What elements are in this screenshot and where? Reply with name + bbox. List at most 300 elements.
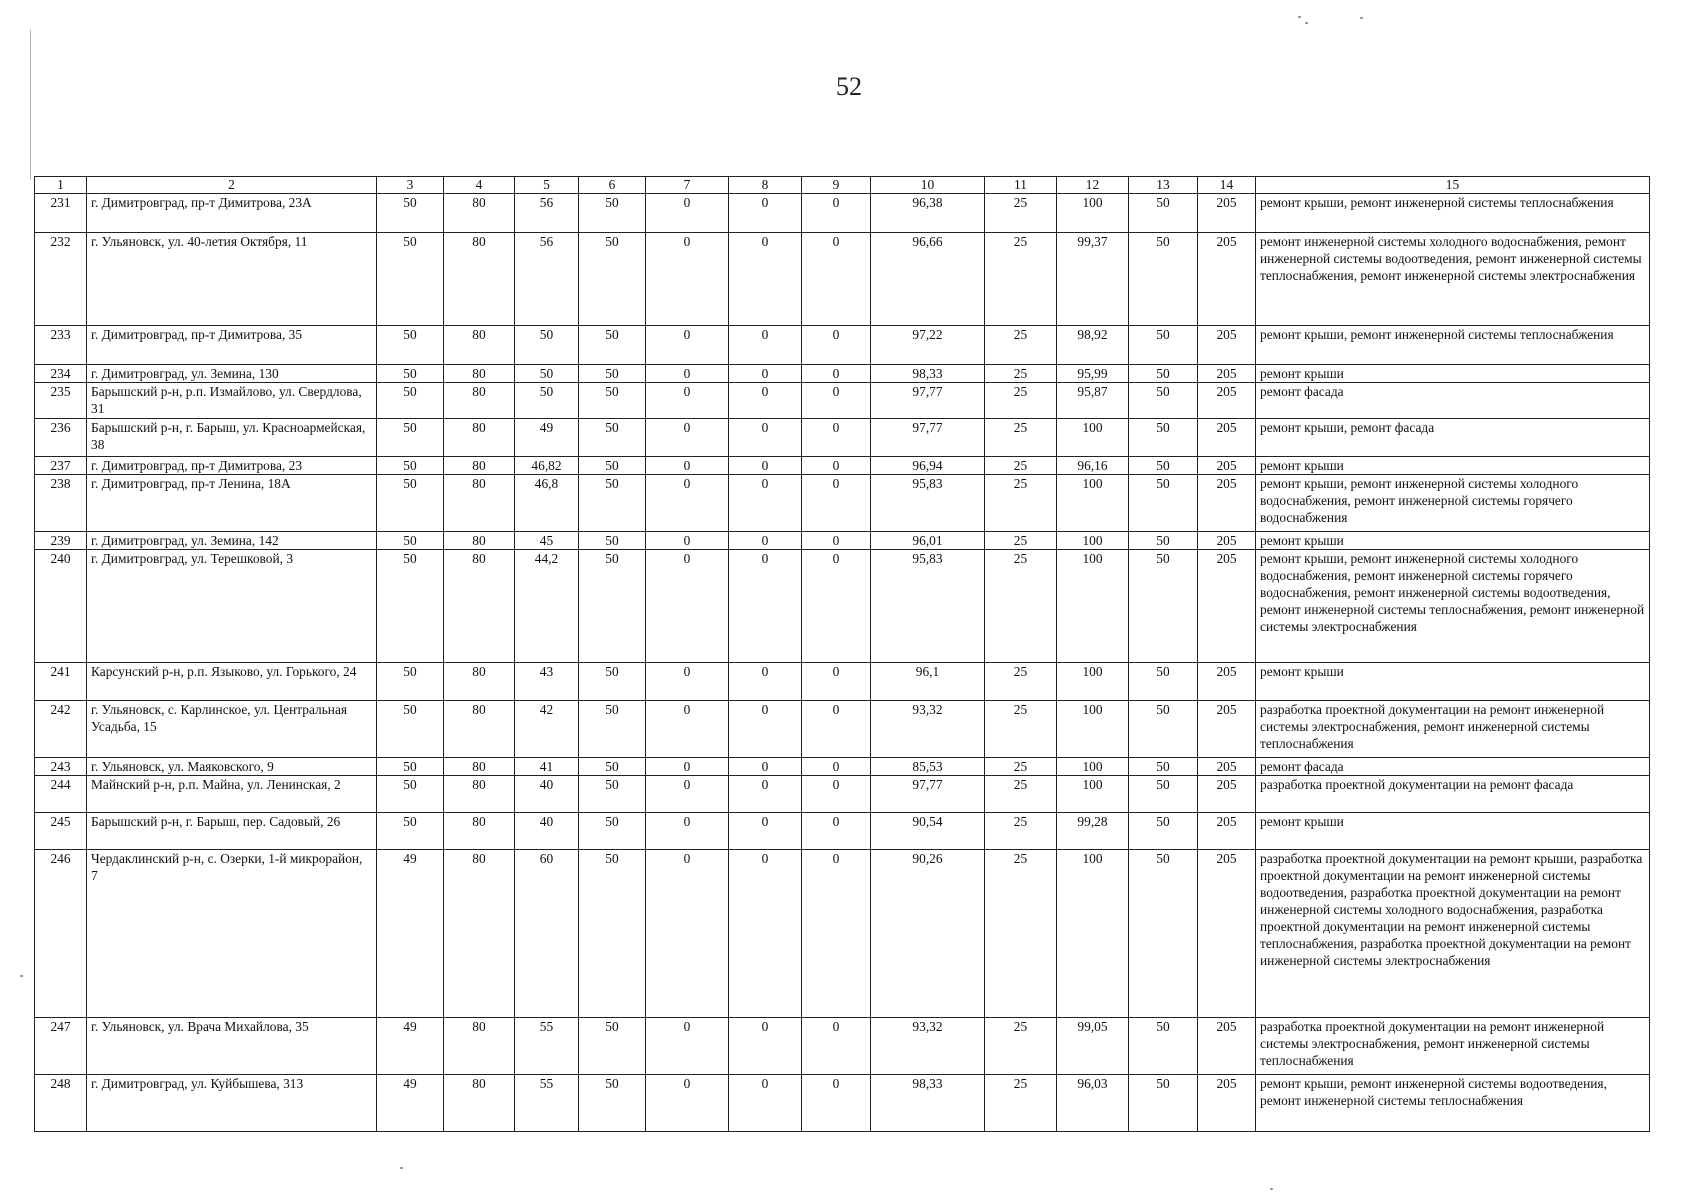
value-cell-c4: 80 (444, 701, 515, 758)
value-cell-c13: 50 (1129, 233, 1198, 326)
scan-speck (1298, 16, 1301, 18)
value-cell-c6: 50 (579, 776, 646, 813)
address-cell: Карсунский р-н, р.п. Языково, ул. Горького, 24 (87, 663, 377, 701)
value-cell-c7: 0 (646, 475, 729, 532)
table-row (35, 365, 1650, 383)
value-cell-c6: 50 (579, 365, 646, 383)
value-cell-c11: 25 (985, 194, 1057, 233)
value-cell-c10: 90,26 (871, 850, 985, 1018)
value-cell-c7: 0 (646, 1075, 729, 1132)
scan-speck (1270, 1188, 1273, 1190)
value-cell-c7: 0 (646, 365, 729, 383)
value-cell-c6: 50 (579, 1018, 646, 1075)
value-cell-c6: 50 (579, 194, 646, 233)
value-cell-c7: 0 (646, 776, 729, 813)
works-cell: ремонт крыши (1256, 532, 1650, 550)
value-cell-c12: 100 (1057, 475, 1129, 532)
value-cell-c9: 0 (802, 663, 871, 701)
column-number: 7 (646, 177, 729, 194)
value-cell-c8: 0 (729, 457, 802, 475)
works-cell: разработка проектной документации на ремонт инженерной системы электроснабжения, ремонт инженерной системы теплоснабжения (1256, 701, 1650, 758)
value-cell-c10: 98,33 (871, 1075, 985, 1132)
value-cell-c4: 80 (444, 419, 515, 457)
value-cell-c9: 0 (802, 550, 871, 663)
value-cell-c12: 96,16 (1057, 457, 1129, 475)
value-cell-c7: 0 (646, 758, 729, 776)
value-cell-c14: 205 (1198, 326, 1256, 365)
value-cell-c3: 50 (377, 383, 444, 419)
value-cell-c4: 80 (444, 758, 515, 776)
value-cell-c3: 50 (377, 813, 444, 850)
row-number-cell: 234 (35, 365, 87, 383)
value-cell-c7: 0 (646, 233, 729, 326)
value-cell-c4: 80 (444, 1075, 515, 1132)
value-cell-c7: 0 (646, 701, 729, 758)
row-number-cell: 235 (35, 383, 87, 419)
value-cell-c10: 97,77 (871, 383, 985, 419)
value-cell-c3: 50 (377, 550, 444, 663)
row-number-cell: 243 (35, 758, 87, 776)
value-cell-c9: 0 (802, 383, 871, 419)
value-cell-c5: 40 (515, 813, 579, 850)
value-cell-c8: 0 (729, 550, 802, 663)
value-cell-c8: 0 (729, 1018, 802, 1075)
works-cell: разработка проектной документации на ремонт крыши, разработка проектной документации на ремонт инженерной системы водоотведения, разработка проектной документации на ремонт инженерной системы холодного водоснабжения, разработка проектной документации на ремонт инженерной системы теплоснабжения, разработка проектной документации на ремонт инженерной системы электроснабжения (1256, 850, 1650, 1018)
value-cell-c10: 96,94 (871, 457, 985, 475)
value-cell-c14: 205 (1198, 194, 1256, 233)
left-margin-rule (30, 30, 31, 180)
table-row (35, 758, 1650, 776)
value-cell-c5: 56 (515, 233, 579, 326)
value-cell-c11: 25 (985, 233, 1057, 326)
column-number: 12 (1057, 177, 1129, 194)
column-number: 6 (579, 177, 646, 194)
value-cell-c4: 80 (444, 550, 515, 663)
value-cell-c7: 0 (646, 850, 729, 1018)
value-cell-c9: 0 (802, 326, 871, 365)
value-cell-c13: 50 (1129, 850, 1198, 1018)
value-cell-c11: 25 (985, 850, 1057, 1018)
value-cell-c6: 50 (579, 550, 646, 663)
value-cell-c11: 25 (985, 457, 1057, 475)
scan-speck (400, 1167, 403, 1169)
value-cell-c4: 80 (444, 663, 515, 701)
value-cell-c11: 25 (985, 776, 1057, 813)
value-cell-c3: 49 (377, 1018, 444, 1075)
value-cell-c7: 0 (646, 457, 729, 475)
value-cell-c9: 0 (802, 776, 871, 813)
works-cell: ремонт крыши, ремонт инженерной системы теплоснабжения (1256, 326, 1650, 365)
value-cell-c11: 25 (985, 1018, 1057, 1075)
works-cell: разработка проектной документации на ремонт фасада (1256, 776, 1650, 813)
value-cell-c9: 0 (802, 457, 871, 475)
value-cell-c14: 205 (1198, 365, 1256, 383)
value-cell-c10: 96,66 (871, 233, 985, 326)
table-row (35, 701, 1650, 758)
value-cell-c6: 50 (579, 663, 646, 701)
address-cell: г. Димитровград, ул. Земина, 142 (87, 532, 377, 550)
value-cell-c5: 46,82 (515, 457, 579, 475)
value-cell-c9: 0 (802, 233, 871, 326)
value-cell-c14: 205 (1198, 701, 1256, 758)
works-cell: ремонт крыши, ремонт инженерной системы теплоснабжения (1256, 194, 1650, 233)
register-table (34, 176, 1650, 1132)
value-cell-c3: 50 (377, 475, 444, 532)
value-cell-c13: 50 (1129, 419, 1198, 457)
value-cell-c6: 50 (579, 419, 646, 457)
value-cell-c12: 99,05 (1057, 1018, 1129, 1075)
value-cell-c11: 25 (985, 1075, 1057, 1132)
value-cell-c10: 97,77 (871, 776, 985, 813)
value-cell-c5: 43 (515, 663, 579, 701)
address-cell: г. Ульяновск, ул. Маяковского, 9 (87, 758, 377, 776)
value-cell-c14: 205 (1198, 1075, 1256, 1132)
value-cell-c5: 49 (515, 419, 579, 457)
address-cell: г. Ульяновск, с. Карлинское, ул. Центральная Усадьба, 15 (87, 701, 377, 758)
value-cell-c11: 25 (985, 419, 1057, 457)
value-cell-c6: 50 (579, 457, 646, 475)
value-cell-c14: 205 (1198, 850, 1256, 1018)
scan-speck (20, 975, 23, 977)
value-cell-c10: 96,38 (871, 194, 985, 233)
works-cell: ремонт крыши, ремонт инженерной системы холодного водоснабжения, ремонт инженерной системы горячего водоснабжения (1256, 475, 1650, 532)
value-cell-c3: 50 (377, 326, 444, 365)
value-cell-c7: 0 (646, 663, 729, 701)
table-row (35, 813, 1650, 850)
table-row (35, 383, 1650, 419)
value-cell-c13: 50 (1129, 475, 1198, 532)
address-cell: г. Димитровград, пр-т Димитрова, 23А (87, 194, 377, 233)
value-cell-c6: 50 (579, 233, 646, 326)
value-cell-c5: 50 (515, 383, 579, 419)
value-cell-c8: 0 (729, 365, 802, 383)
value-cell-c4: 80 (444, 326, 515, 365)
value-cell-c6: 50 (579, 813, 646, 850)
value-cell-c9: 0 (802, 419, 871, 457)
value-cell-c7: 0 (646, 194, 729, 233)
value-cell-c10: 85,53 (871, 758, 985, 776)
column-number: 10 (871, 177, 985, 194)
value-cell-c5: 40 (515, 776, 579, 813)
address-cell: г. Димитровград, пр-т Димитрова, 23 (87, 457, 377, 475)
value-cell-c9: 0 (802, 701, 871, 758)
row-number-cell: 238 (35, 475, 87, 532)
column-number-row (35, 177, 1650, 194)
page-number: 52 (836, 72, 862, 101)
value-cell-c5: 55 (515, 1075, 579, 1132)
value-cell-c14: 205 (1198, 776, 1256, 813)
value-cell-c10: 98,33 (871, 365, 985, 383)
value-cell-c4: 80 (444, 383, 515, 419)
value-cell-c7: 0 (646, 813, 729, 850)
value-cell-c3: 50 (377, 233, 444, 326)
row-number-cell: 237 (35, 457, 87, 475)
works-cell: ремонт крыши (1256, 813, 1650, 850)
value-cell-c3: 50 (377, 776, 444, 813)
column-number: 9 (802, 177, 871, 194)
value-cell-c13: 50 (1129, 701, 1198, 758)
value-cell-c14: 205 (1198, 663, 1256, 701)
table-row (35, 194, 1650, 233)
table-row (35, 850, 1650, 1018)
value-cell-c8: 0 (729, 850, 802, 1018)
value-cell-c13: 50 (1129, 813, 1198, 850)
value-cell-c13: 50 (1129, 1075, 1198, 1132)
address-cell: г. Димитровград, пр-т Ленина, 18А (87, 475, 377, 532)
value-cell-c11: 25 (985, 475, 1057, 532)
value-cell-c12: 100 (1057, 419, 1129, 457)
value-cell-c13: 50 (1129, 194, 1198, 233)
value-cell-c3: 50 (377, 532, 444, 550)
value-cell-c8: 0 (729, 475, 802, 532)
address-cell: Майнский р-н, р.п. Майна, ул. Ленинская, 2 (87, 776, 377, 813)
row-number-cell: 231 (35, 194, 87, 233)
works-cell: разработка проектной документации на ремонт инженерной системы электроснабжения, ремонт инженерной системы теплоснабжения (1256, 1018, 1650, 1075)
value-cell-c12: 100 (1057, 194, 1129, 233)
table-row (35, 233, 1650, 326)
value-cell-c12: 99,37 (1057, 233, 1129, 326)
value-cell-c3: 50 (377, 457, 444, 475)
column-number: 11 (985, 177, 1057, 194)
value-cell-c14: 205 (1198, 758, 1256, 776)
value-cell-c11: 25 (985, 383, 1057, 419)
value-cell-c3: 50 (377, 365, 444, 383)
value-cell-c8: 0 (729, 532, 802, 550)
value-cell-c14: 205 (1198, 419, 1256, 457)
value-cell-c10: 95,83 (871, 550, 985, 663)
value-cell-c8: 0 (729, 233, 802, 326)
table-row (35, 1018, 1650, 1075)
value-cell-c4: 80 (444, 532, 515, 550)
value-cell-c8: 0 (729, 383, 802, 419)
value-cell-c13: 50 (1129, 550, 1198, 663)
row-number-cell: 245 (35, 813, 87, 850)
value-cell-c6: 50 (579, 701, 646, 758)
value-cell-c5: 56 (515, 194, 579, 233)
address-cell: г. Димитровград, пр-т Димитрова, 35 (87, 326, 377, 365)
value-cell-c14: 205 (1198, 383, 1256, 419)
row-number-cell: 241 (35, 663, 87, 701)
value-cell-c4: 80 (444, 813, 515, 850)
value-cell-c12: 100 (1057, 758, 1129, 776)
column-number: 8 (729, 177, 802, 194)
value-cell-c9: 0 (802, 365, 871, 383)
works-cell: ремонт крыши, ремонт инженерной системы холодного водоснабжения, ремонт инженерной системы горячего водоснабжения, ремонт инженерной системы водоотведения, ремонт инженерной системы теплоснабжения, ремонт инженерной системы электроснабжения (1256, 550, 1650, 663)
value-cell-c6: 50 (579, 383, 646, 419)
value-cell-c10: 93,32 (871, 701, 985, 758)
address-cell: Барышский р-н, г. Барыш, ул. Красноармейская, 38 (87, 419, 377, 457)
value-cell-c8: 0 (729, 776, 802, 813)
table-row (35, 457, 1650, 475)
value-cell-c6: 50 (579, 758, 646, 776)
value-cell-c14: 205 (1198, 475, 1256, 532)
value-cell-c13: 50 (1129, 1018, 1198, 1075)
table-row (35, 550, 1650, 663)
value-cell-c9: 0 (802, 813, 871, 850)
works-cell: ремонт крыши (1256, 663, 1650, 701)
value-cell-c12: 100 (1057, 663, 1129, 701)
works-cell: ремонт крыши, ремонт инженерной системы водоотведения, ремонт инженерной системы теплоснабжения (1256, 1075, 1650, 1132)
value-cell-c12: 100 (1057, 532, 1129, 550)
row-number-cell: 239 (35, 532, 87, 550)
value-cell-c5: 41 (515, 758, 579, 776)
value-cell-c8: 0 (729, 194, 802, 233)
value-cell-c4: 80 (444, 776, 515, 813)
value-cell-c8: 0 (729, 1075, 802, 1132)
value-cell-c9: 0 (802, 758, 871, 776)
value-cell-c10: 96,01 (871, 532, 985, 550)
value-cell-c7: 0 (646, 550, 729, 663)
value-cell-c8: 0 (729, 758, 802, 776)
column-number: 13 (1129, 177, 1198, 194)
value-cell-c5: 45 (515, 532, 579, 550)
value-cell-c13: 50 (1129, 383, 1198, 419)
value-cell-c13: 50 (1129, 457, 1198, 475)
works-cell: ремонт крыши (1256, 457, 1650, 475)
row-number-cell: 232 (35, 233, 87, 326)
value-cell-c11: 25 (985, 701, 1057, 758)
row-number-cell: 246 (35, 850, 87, 1018)
column-number: 1 (35, 177, 87, 194)
column-number: 14 (1198, 177, 1256, 194)
value-cell-c5: 42 (515, 701, 579, 758)
row-number-cell: 248 (35, 1075, 87, 1132)
value-cell-c7: 0 (646, 419, 729, 457)
value-cell-c14: 205 (1198, 550, 1256, 663)
value-cell-c9: 0 (802, 850, 871, 1018)
value-cell-c12: 95,87 (1057, 383, 1129, 419)
value-cell-c12: 99,28 (1057, 813, 1129, 850)
value-cell-c13: 50 (1129, 663, 1198, 701)
works-cell: ремонт инженерной системы холодного водоснабжения, ремонт инженерной системы водоотведения, ремонт инженерной системы теплоснабжения, ремонт инженерной системы электроснабжения (1256, 233, 1650, 326)
works-cell: ремонт фасада (1256, 758, 1650, 776)
value-cell-c11: 25 (985, 365, 1057, 383)
value-cell-c7: 0 (646, 326, 729, 365)
address-cell: г. Ульяновск, ул. Врача Михайлова, 35 (87, 1018, 377, 1075)
value-cell-c7: 0 (646, 1018, 729, 1075)
table-row (35, 776, 1650, 813)
value-cell-c13: 50 (1129, 776, 1198, 813)
table-row (35, 475, 1650, 532)
address-cell: Чердаклинский р-н, с. Озерки, 1-й микрорайон, 7 (87, 850, 377, 1018)
value-cell-c14: 205 (1198, 813, 1256, 850)
value-cell-c12: 100 (1057, 776, 1129, 813)
value-cell-c3: 49 (377, 850, 444, 1018)
value-cell-c10: 96,1 (871, 663, 985, 701)
value-cell-c4: 80 (444, 365, 515, 383)
value-cell-c6: 50 (579, 850, 646, 1018)
table-row (35, 1075, 1650, 1132)
value-cell-c5: 60 (515, 850, 579, 1018)
row-number-cell: 240 (35, 550, 87, 663)
table-row (35, 419, 1650, 457)
value-cell-c9: 0 (802, 532, 871, 550)
table-row (35, 532, 1650, 550)
value-cell-c3: 50 (377, 701, 444, 758)
value-cell-c11: 25 (985, 532, 1057, 550)
table-row (35, 663, 1650, 701)
value-cell-c10: 90,54 (871, 813, 985, 850)
value-cell-c4: 80 (444, 457, 515, 475)
value-cell-c10: 97,77 (871, 419, 985, 457)
value-cell-c6: 50 (579, 1075, 646, 1132)
value-cell-c12: 98,92 (1057, 326, 1129, 365)
column-number: 5 (515, 177, 579, 194)
value-cell-c4: 80 (444, 475, 515, 532)
value-cell-c7: 0 (646, 383, 729, 419)
value-cell-c6: 50 (579, 532, 646, 550)
value-cell-c14: 205 (1198, 457, 1256, 475)
value-cell-c3: 50 (377, 419, 444, 457)
value-cell-c11: 25 (985, 663, 1057, 701)
value-cell-c11: 25 (985, 758, 1057, 776)
address-cell: г. Димитровград, ул. Куйбышева, 313 (87, 1075, 377, 1132)
value-cell-c3: 49 (377, 1075, 444, 1132)
value-cell-c9: 0 (802, 1075, 871, 1132)
row-number-cell: 236 (35, 419, 87, 457)
value-cell-c10: 97,22 (871, 326, 985, 365)
value-cell-c12: 96,03 (1057, 1075, 1129, 1132)
value-cell-c9: 0 (802, 1018, 871, 1075)
value-cell-c13: 50 (1129, 758, 1198, 776)
row-number-cell: 233 (35, 326, 87, 365)
value-cell-c8: 0 (729, 663, 802, 701)
column-number: 3 (377, 177, 444, 194)
value-cell-c5: 44,2 (515, 550, 579, 663)
value-cell-c3: 50 (377, 663, 444, 701)
value-cell-c8: 0 (729, 419, 802, 457)
value-cell-c6: 50 (579, 326, 646, 365)
value-cell-c8: 0 (729, 813, 802, 850)
value-cell-c13: 50 (1129, 532, 1198, 550)
value-cell-c8: 0 (729, 701, 802, 758)
value-cell-c12: 100 (1057, 850, 1129, 1018)
table-row (35, 326, 1650, 365)
value-cell-c10: 95,83 (871, 475, 985, 532)
value-cell-c12: 100 (1057, 550, 1129, 663)
row-number-cell: 242 (35, 701, 87, 758)
value-cell-c3: 50 (377, 758, 444, 776)
value-cell-c7: 0 (646, 532, 729, 550)
address-cell: Барышский р-н, г. Барыш, пер. Садовый, 26 (87, 813, 377, 850)
value-cell-c4: 80 (444, 233, 515, 326)
value-cell-c14: 205 (1198, 233, 1256, 326)
value-cell-c11: 25 (985, 813, 1057, 850)
scan-speck (1305, 22, 1308, 24)
value-cell-c4: 80 (444, 1018, 515, 1075)
value-cell-c9: 0 (802, 194, 871, 233)
value-cell-c9: 0 (802, 475, 871, 532)
value-cell-c5: 50 (515, 326, 579, 365)
works-cell: ремонт фасада (1256, 383, 1650, 419)
row-number-cell: 247 (35, 1018, 87, 1075)
address-cell: г. Ульяновск, ул. 40-летия Октября, 11 (87, 233, 377, 326)
value-cell-c12: 100 (1057, 701, 1129, 758)
value-cell-c11: 25 (985, 326, 1057, 365)
value-cell-c8: 0 (729, 326, 802, 365)
table-body (35, 194, 1650, 1132)
row-number-cell: 244 (35, 776, 87, 813)
value-cell-c6: 50 (579, 475, 646, 532)
value-cell-c12: 95,99 (1057, 365, 1129, 383)
value-cell-c11: 25 (985, 550, 1057, 663)
value-cell-c10: 93,32 (871, 1018, 985, 1075)
value-cell-c5: 46,8 (515, 475, 579, 532)
value-cell-c13: 50 (1129, 365, 1198, 383)
scan-speck (1360, 17, 1363, 19)
address-cell: г. Димитровград, ул. Земина, 130 (87, 365, 377, 383)
address-cell: г. Димитровград, ул. Терешковой, 3 (87, 550, 377, 663)
